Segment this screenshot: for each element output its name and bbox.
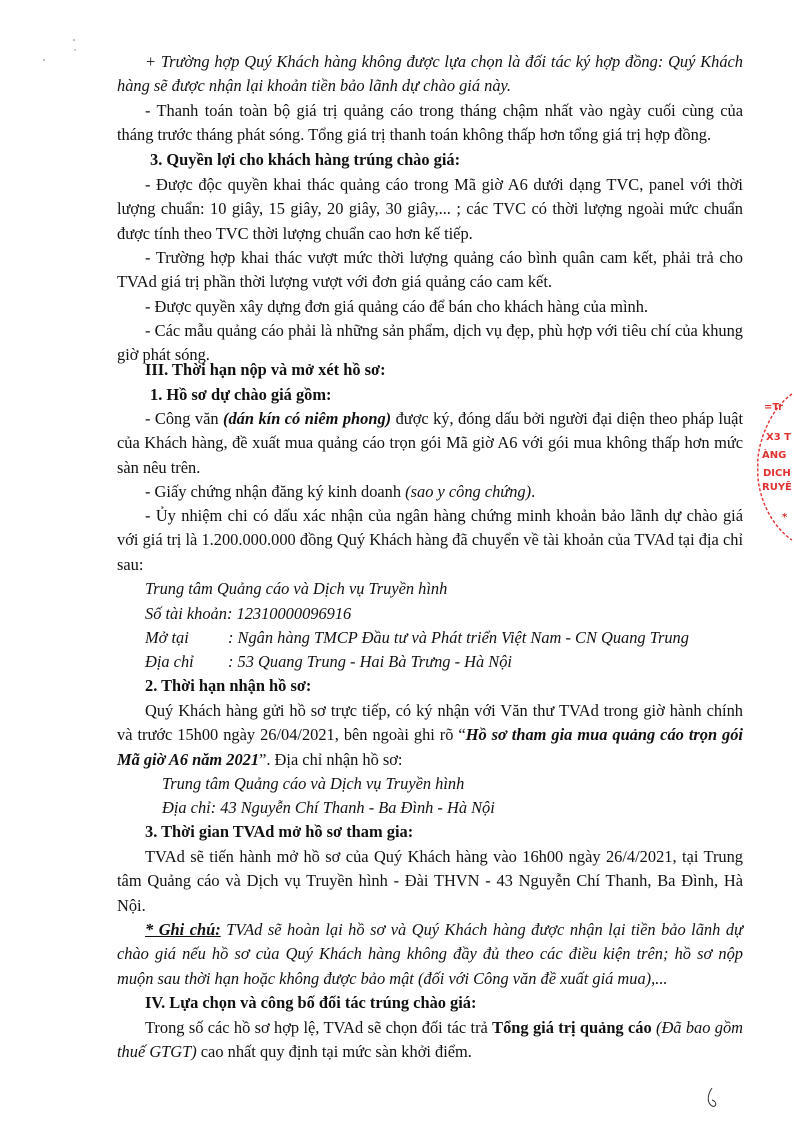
- item-b-emphasis: (sao y công chứng): [405, 482, 532, 501]
- receipt-text-post: ”. Địa chỉ nhận hồ sơ:: [259, 749, 403, 769]
- note-paragraph: [117, 918, 743, 991]
- bank-account-number: Số tài khoản: 12310000096916: [145, 604, 352, 623]
- intro-paragraph-1: + Trường hợp Quý Khách hàng không được lựa chọn là đối tác ký hợp đồng: Quý Khách hàng sẽ được nhận lại khoản tiền bảo lãnh dự chào giá này.: [117, 52, 743, 96]
- svg-text:RUYÊ: RUYÊ: [762, 482, 792, 493]
- item-a-post: được ký, đóng dấu bởi người đại diện theo pháp luật của Khách hàng, đề xuất mua quảng cáo trọn gói Mã giờ A6 với gói mua không thấp hơn mức sàn nêu trên.: [117, 409, 743, 477]
- note-label: * Ghi chú:: [145, 920, 221, 939]
- intro-paragraph-2: - Thanh toán toàn bộ giá trị quảng cáo trong tháng chậm nhất vào ngày cuối cùng của tháng trước tháng phát sóng. Tổng giá trị thanh toán không thấp hơn tổng giá trị hợp đồng.: [117, 101, 743, 145]
- section-3-paragraph-3: - Được quyền xây dựng đơn giá quảng cáo để bán cho khách hàng của mình.: [145, 297, 648, 316]
- page-initial-mark: [700, 1084, 730, 1114]
- bank-open-at-label: Mở tại: [145, 628, 189, 647]
- section-3-paragraph-4: - Các mẫu quảng cáo phải là những sản phẩm, dịch vụ đẹp, phù hợp với tiêu chí của khung giờ phát sóng.: [117, 321, 743, 365]
- section-IV-heading: IV. Lựa chọn và công bố đối tác trúng chào giá:: [145, 993, 477, 1012]
- selection-text-bold: Tổng giá trị quảng cáo: [492, 1018, 652, 1037]
- section-III-heading: III. Thời hạn nộp và mở xét hồ sơ:: [145, 360, 386, 379]
- bank-address-label: Địa chỉ: [145, 652, 194, 671]
- item-b-post: .: [531, 482, 536, 501]
- bank-recipient-name: Trung tâm Quảng cáo và Dịch vụ Truyền hình: [145, 579, 448, 598]
- svg-text:=Tr: =Tr: [764, 402, 784, 413]
- svg-text:X3 T: X3 T: [766, 432, 791, 443]
- selection-text-pre: Trong số các hồ sơ hợp lệ, TVAd sẽ chọn đối tác trả: [145, 1018, 493, 1037]
- note-text: TVAd sẽ hoàn lại hồ sơ và Quý Khách hàng được nhận lại tiền bảo lãnh dự chào giá nếu hồ sơ của Quý Khách hàng không đầy đủ theo các điều kiện trên; hồ sơ nộp muộn sau thời hạn hoặc không được bảo mật (đối với Công văn đề xuất giá mua),...: [117, 920, 743, 988]
- section-III-2-heading: 2. Thời hạn nhận hồ sơ:: [145, 676, 312, 695]
- section-3-paragraph-2: - Trường hợp khai thác vượt mức thời lượng quảng cáo bình quân cam kết, phải trả cho TVAd giá trị phần thời lượng vượt với đơn giá quảng cáo cam kết.: [117, 248, 743, 292]
- section-III-3-paragraph: TVAd sẽ tiến hành mở hồ sơ của Quý Khách hàng vào 16h00 ngày 26/4/2021, tại Trung tâm Quảng cáo và Dịch vụ Truyền hình - Đài THVN - 43 Nguyễn Chí Thanh, Ba Đình, Hà Nội.: [117, 847, 743, 915]
- section-III-1-item-c: - Ủy nhiệm chi có dấu xác nhận của ngân hàng chứng minh khoản bảo lãnh dự chào giá với giá trị là 1.200.000.000 đồng Quý Khách hàng đã chuyển về tài khoản của TVAd tại địa chỉ sau:: [117, 506, 743, 574]
- svg-text:ÀNG: ÀNG: [762, 450, 787, 461]
- svg-text:DICH: DICH: [763, 468, 791, 479]
- section-3-heading: 3. Quyền lợi cho khách hàng trúng chào giá:: [150, 150, 461, 169]
- section-III-2-paragraph: [117, 699, 743, 772]
- bank-open-at-value: : Ngân hàng TMCP Đầu tư và Phát triển Việt Nam - CN Quang Trung: [228, 628, 689, 647]
- svg-text:*: *: [782, 512, 788, 523]
- section-3-paragraph-1: - Được độc quyền khai thác quảng cáo trong Mã giờ A6 dưới dạng TVC, panel với thời lượng chuẩn: 10 giây, 15 giây, 20 giây, 30 giây,... ; các TVC có thời lượng ngoài mức chuẩn được tính theo TVC thời lượng chuẩn cao hơn kế tiếp.: [117, 175, 743, 243]
- selection-text-emphasis: (Đã bao gồm thuế GTGT): [117, 1018, 744, 1062]
- receipt-text-pre: Quý Khách hàng gửi hồ sơ trực tiếp, có ký nhận với Văn thư TVAd trong giờ hành chính và trước 15h00 ngày 26/04/2021, bên ngoài ghi rõ “: [117, 701, 743, 745]
- receipt-address-line: Địa chỉ: 43 Nguyễn Chí Thanh - Ba Đình - Hà Nội: [162, 798, 495, 817]
- section-III-1-item-a: [117, 407, 743, 480]
- section-III-3-heading: 3. Thời gian TVAd mở hồ sơ tham gia:: [145, 822, 414, 841]
- receipt-address-name: Trung tâm Quảng cáo và Dịch vụ Truyền hình: [162, 774, 465, 793]
- scan-speck-mark: [38, 36, 78, 66]
- receipt-text-emphasis: Hồ sơ tham gia mua quảng cáo trọn gói Mã giờ A6 năm 2021: [117, 725, 743, 769]
- bank-address-value: : 53 Quang Trung - Hai Bà Trưng - Hà Nội: [228, 652, 512, 671]
- selection-text-post: cao nhất quy định tại mức sàn khởi điểm.: [196, 1042, 472, 1062]
- section-IV-paragraph: [117, 1016, 743, 1065]
- item-b-pre: - Giấy chứng nhận đăng ký kinh doanh: [145, 482, 406, 501]
- section-III-1-item-b: [117, 480, 743, 504]
- item-a-pre: - Công văn: [145, 409, 224, 428]
- stamp-seal-image: [752, 392, 794, 542]
- item-a-emphasis: (dán kín có niêm phong): [223, 409, 392, 428]
- section-III-1-heading: 1. Hồ sơ dự chào giá gồm:: [150, 385, 332, 404]
